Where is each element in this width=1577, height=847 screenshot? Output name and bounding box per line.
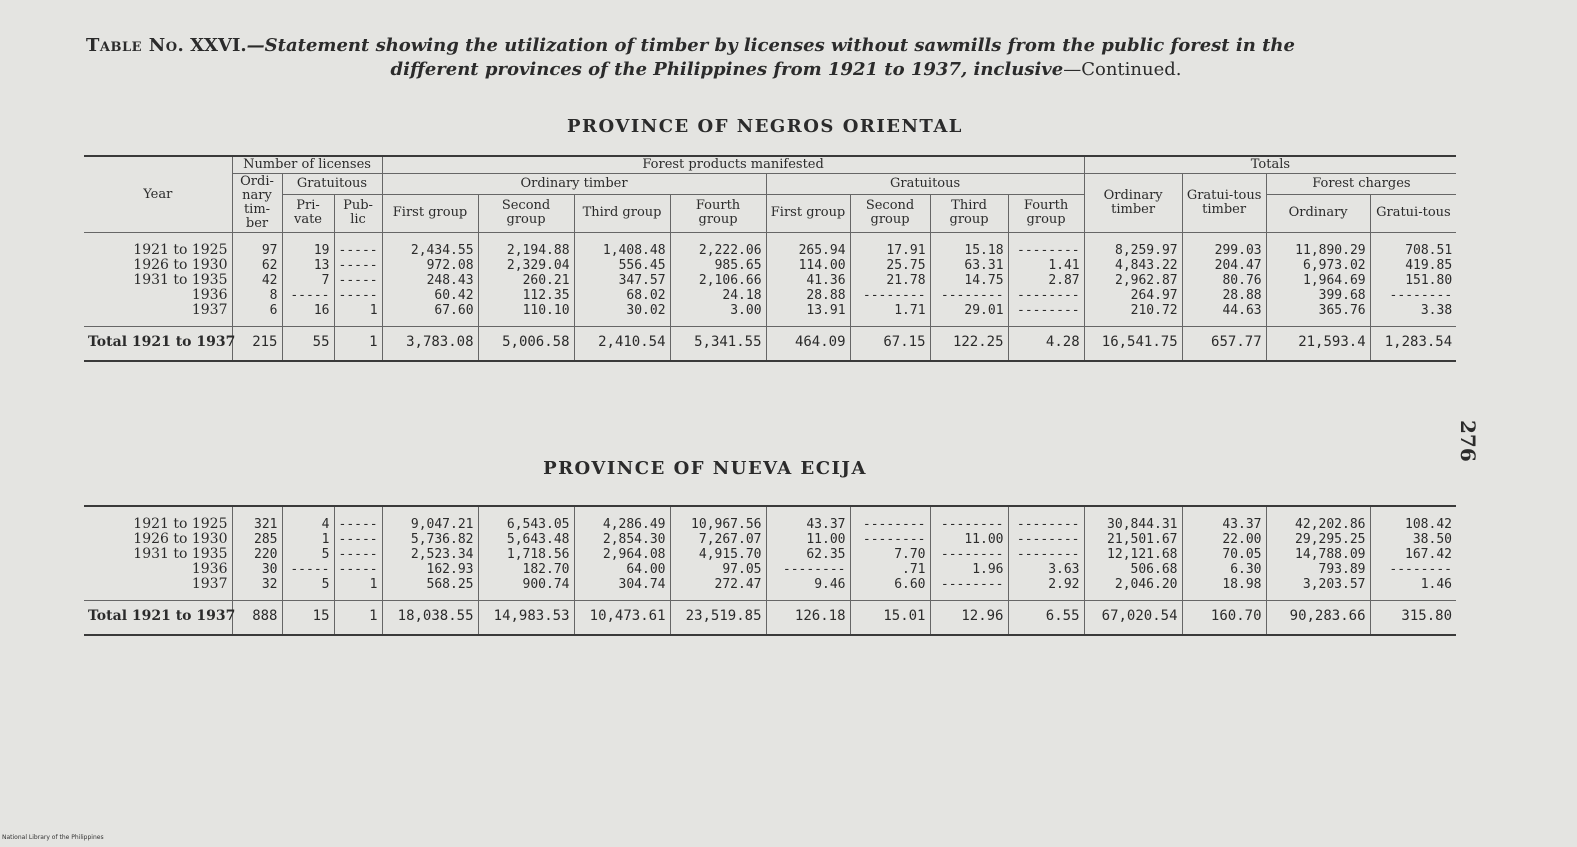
table-cell: -------- bbox=[862, 288, 926, 303]
table-cell: 1936 bbox=[191, 287, 228, 303]
table-cell: 1.96 bbox=[972, 562, 1004, 577]
table-cell: 2.92 bbox=[1048, 577, 1080, 592]
total-cell: 55 bbox=[282, 327, 334, 362]
title-suffix: —Continued. bbox=[1063, 59, 1182, 80]
table-cell: -------- bbox=[1389, 562, 1452, 577]
column-cells bbox=[574, 233, 670, 327]
page-number: 276 bbox=[1456, 420, 1480, 462]
table-cell: -------- bbox=[940, 288, 1004, 303]
table-cell: ----- bbox=[338, 562, 378, 577]
table-cell: 1937 bbox=[191, 302, 228, 318]
table-cell: 28.88 bbox=[1222, 288, 1262, 303]
total-row bbox=[84, 601, 1456, 636]
column-cells bbox=[84, 506, 232, 601]
table-cell: 556.45 bbox=[618, 258, 666, 273]
column-cells bbox=[84, 233, 232, 327]
table-cell: 6,543.05 bbox=[506, 517, 570, 532]
table-cell: 2.87 bbox=[1048, 273, 1080, 288]
total-cell: 14,983.53 bbox=[478, 601, 574, 636]
column-cells bbox=[1084, 233, 1182, 327]
table-cell: 108.42 bbox=[1405, 517, 1452, 532]
total-cell: 15 bbox=[282, 601, 334, 636]
total-cell: 1 bbox=[334, 601, 382, 636]
table-cell: -------- bbox=[940, 547, 1004, 562]
total-cell: 2,410.54 bbox=[574, 327, 670, 362]
header-totals: Totals bbox=[1084, 156, 1456, 174]
footer-credit: National Library of the Philippines bbox=[2, 834, 104, 841]
column-cells bbox=[1266, 233, 1370, 327]
table-cell: 1931 to 1935 bbox=[133, 272, 228, 288]
column-cells bbox=[282, 233, 334, 327]
table-cell: 15.18 bbox=[964, 243, 1004, 258]
header-charges-gratuitous: Gratui-tous bbox=[1370, 194, 1456, 232]
title-number: XXVI. bbox=[190, 35, 247, 56]
table-cell: 17.91 bbox=[886, 243, 926, 258]
table-cell: 30 bbox=[261, 562, 278, 577]
table-cell: 8,259.97 bbox=[1115, 243, 1178, 258]
table-cell: 7,267.07 bbox=[698, 532, 762, 547]
header-ord-second: Second group bbox=[478, 194, 574, 232]
column-cells bbox=[1182, 506, 1266, 601]
nueva-ecija-table bbox=[84, 505, 1456, 636]
table-cell: 97.05 bbox=[722, 562, 762, 577]
table-cell: 1921 to 1925 bbox=[133, 242, 228, 258]
table-cell: 62 bbox=[261, 258, 278, 273]
table-cell: 6 bbox=[269, 303, 278, 318]
table-cell: 4,915.70 bbox=[698, 547, 762, 562]
table-cell: 67.60 bbox=[434, 303, 474, 318]
column-cells bbox=[1084, 506, 1182, 601]
table-cell: 10,967.56 bbox=[691, 517, 762, 532]
table-cell: 4,843.22 bbox=[1115, 258, 1178, 273]
header-ord-first: First group bbox=[382, 194, 478, 232]
table-cell: 2,964.08 bbox=[602, 547, 666, 562]
table-cell: -------- bbox=[1016, 547, 1080, 562]
table-cell: -------- bbox=[1017, 303, 1080, 318]
table-cell: ----- bbox=[338, 288, 378, 303]
header-ord-fourth: Fourth group bbox=[670, 194, 766, 232]
table-cell: 1,408.48 bbox=[602, 243, 666, 258]
column-cells bbox=[1370, 233, 1456, 327]
total-cell: 122.25 bbox=[930, 327, 1008, 362]
total-row bbox=[84, 327, 1456, 362]
total-cell: 464.09 bbox=[766, 327, 850, 362]
table-cell: 16 bbox=[313, 303, 330, 318]
total-cell: 15.01 bbox=[850, 601, 930, 636]
table-cell: 63.31 bbox=[964, 258, 1004, 273]
table-cell: 248.43 bbox=[426, 273, 474, 288]
table-cell: 1,964.69 bbox=[1303, 273, 1366, 288]
table-cell: 21.78 bbox=[886, 273, 926, 288]
table-cell: 506.68 bbox=[1130, 562, 1178, 577]
title-lead: Table No. bbox=[86, 35, 185, 56]
table-cell: 110.10 bbox=[522, 303, 570, 318]
total-cell: 3,783.08 bbox=[382, 327, 478, 362]
table-cell: -------- bbox=[940, 517, 1004, 532]
column-cells bbox=[670, 233, 766, 327]
header-private: Pri-vate bbox=[282, 194, 334, 232]
header-ordinary-timber: Ordinary timber bbox=[382, 174, 766, 195]
table-cell: 347.57 bbox=[618, 273, 666, 288]
table-cell: ----- bbox=[338, 273, 378, 288]
column-cells bbox=[282, 506, 334, 601]
table-cell: 13 bbox=[313, 258, 330, 273]
table-cell: 30,844.31 bbox=[1107, 517, 1178, 532]
table-cell: 29,295.25 bbox=[1295, 532, 1366, 547]
column-cells bbox=[334, 506, 382, 601]
table-cell: 21,501.67 bbox=[1107, 532, 1178, 547]
table-cell: 1937 bbox=[191, 576, 228, 592]
table-cell: 708.51 bbox=[1405, 243, 1453, 258]
table-cell: 365.76 bbox=[1318, 303, 1366, 318]
table-cell: 2,523.34 bbox=[410, 547, 474, 562]
total-cell: 21,593.4 bbox=[1266, 327, 1370, 362]
table-cell: 1926 to 1930 bbox=[133, 531, 228, 547]
province-heading-nueva-ecija: PROVINCE OF NUEVA ECIJA bbox=[543, 458, 867, 479]
table-cell: 43.37 bbox=[1222, 517, 1262, 532]
table-cell: 1926 to 1930 bbox=[133, 257, 228, 273]
table-cell: 5,736.82 bbox=[410, 532, 474, 547]
column-cells bbox=[1008, 506, 1084, 601]
table-cell: 29.01 bbox=[964, 303, 1004, 318]
column-cells bbox=[574, 506, 670, 601]
table-cell: 22.00 bbox=[1222, 532, 1262, 547]
column-cells bbox=[382, 233, 478, 327]
table-cell: 11.00 bbox=[806, 532, 846, 547]
header-forest-charges: Forest charges bbox=[1266, 174, 1456, 195]
table-cell: 204.47 bbox=[1214, 258, 1262, 273]
table-cell: 793.89 bbox=[1318, 562, 1366, 577]
table-cell: 4 bbox=[321, 517, 330, 532]
total-cell: 6.55 bbox=[1008, 601, 1084, 636]
total-cell: 67,020.54 bbox=[1084, 601, 1182, 636]
table-cell: 4,286.49 bbox=[602, 517, 666, 532]
table-cell: 42,202.86 bbox=[1295, 517, 1366, 532]
total-label: Total 1921 to 1937 bbox=[84, 327, 232, 362]
column-cells bbox=[478, 506, 574, 601]
table-cell: 11,890.29 bbox=[1295, 243, 1366, 258]
header-forest-products: Forest products manifested bbox=[382, 156, 1084, 174]
table-cell: 272.47 bbox=[714, 577, 762, 592]
table-cell: 114.00 bbox=[798, 258, 846, 273]
total-cell: 657.77 bbox=[1182, 327, 1266, 362]
table-cell: 1.71 bbox=[894, 303, 926, 318]
table-cell: .71 bbox=[902, 562, 926, 577]
table-cell: 5,643.48 bbox=[506, 532, 570, 547]
table-cell: 64.00 bbox=[626, 562, 666, 577]
table-cell: ----- bbox=[338, 243, 378, 258]
table-cell: 6.60 bbox=[894, 577, 926, 592]
table-cell: 2,046.20 bbox=[1114, 577, 1178, 592]
table-cell: 321 bbox=[254, 517, 278, 532]
table-cell: 419.85 bbox=[1405, 258, 1453, 273]
negros-table bbox=[84, 155, 1456, 362]
column-cells bbox=[766, 233, 850, 327]
table-cell: 13.91 bbox=[806, 303, 846, 318]
table-cell: 210.72 bbox=[1130, 303, 1178, 318]
total-cell: 67.15 bbox=[850, 327, 930, 362]
table-cell: 2,962.87 bbox=[1115, 273, 1178, 288]
table-cell: 220 bbox=[254, 547, 278, 562]
header-totals-gratuitous: Gratui-tous timber bbox=[1182, 174, 1266, 233]
table-cell: 70.05 bbox=[1222, 547, 1262, 562]
table-cell: 1 bbox=[321, 532, 330, 547]
province-heading-negros: PROVINCE OF NEGROS ORIENTAL bbox=[567, 116, 963, 137]
header-lic-ordinary: Ordi-nary tim-ber bbox=[232, 174, 282, 233]
table-cell: 8 bbox=[269, 288, 278, 303]
table-cell: 162.93 bbox=[426, 562, 474, 577]
table-cell: 80.76 bbox=[1222, 273, 1262, 288]
table-cell: 28.88 bbox=[806, 288, 846, 303]
table-cell: 2,222.06 bbox=[698, 243, 762, 258]
column-cells bbox=[766, 506, 850, 601]
table-cell: -------- bbox=[1389, 288, 1453, 303]
column-cells bbox=[232, 233, 282, 327]
table-cell: 42 bbox=[261, 273, 278, 288]
table-cell: 985.65 bbox=[714, 258, 762, 273]
table-cell: 14,788.09 bbox=[1295, 547, 1366, 562]
table-cell: 3.00 bbox=[730, 303, 762, 318]
column-cells bbox=[1008, 233, 1084, 327]
table-cell: 151.80 bbox=[1405, 273, 1453, 288]
column-cells bbox=[850, 233, 930, 327]
header-totals-ordinary: Ordinary timber bbox=[1084, 174, 1182, 233]
table-cell: 2,854.30 bbox=[602, 532, 666, 547]
table-cell: 568.25 bbox=[426, 577, 474, 592]
table-cell: ----- bbox=[338, 532, 378, 547]
table-cell: 32 bbox=[261, 577, 278, 592]
table-cell: 900.74 bbox=[522, 577, 570, 592]
table-cell: 299.03 bbox=[1214, 243, 1262, 258]
table-cell: 62.35 bbox=[806, 547, 846, 562]
table-cell: 19 bbox=[313, 243, 330, 258]
table-cell: 1931 to 1935 bbox=[133, 546, 228, 562]
table-cell: 3.63 bbox=[1048, 562, 1080, 577]
total-cell: 215 bbox=[232, 327, 282, 362]
table-cell: 5 bbox=[321, 547, 330, 562]
header-gratuitous: Gratuitous bbox=[766, 174, 1084, 195]
table-cell: 399.68 bbox=[1318, 288, 1366, 303]
total-cell: 10,473.61 bbox=[574, 601, 670, 636]
column-cells bbox=[1266, 506, 1370, 601]
table-cell: ----- bbox=[290, 562, 330, 577]
table-cell: 1,718.56 bbox=[506, 547, 570, 562]
header-number-of-licenses: Number of licenses bbox=[232, 156, 382, 174]
table-cell: 2,194.88 bbox=[506, 243, 570, 258]
table-cell: 112.35 bbox=[522, 288, 570, 303]
total-cell: 160.70 bbox=[1182, 601, 1266, 636]
column-cells bbox=[1370, 506, 1456, 601]
table-cell: 41.36 bbox=[806, 273, 846, 288]
table-cell: -------- bbox=[1017, 288, 1080, 303]
header-year: Year bbox=[84, 156, 232, 233]
table-cell: 25.75 bbox=[886, 258, 926, 273]
column-cells bbox=[1182, 233, 1266, 327]
table-cell: 1.46 bbox=[1420, 577, 1452, 592]
column-cells bbox=[670, 506, 766, 601]
total-cell: 126.18 bbox=[766, 601, 850, 636]
table-cell: 2,106.66 bbox=[698, 273, 762, 288]
total-label: Total 1921 to 1937 bbox=[84, 601, 232, 636]
header-lic-gratuitous: Gratuitous bbox=[282, 174, 382, 195]
table-cell: 12,121.68 bbox=[1107, 547, 1178, 562]
table-cell: 7 bbox=[321, 273, 330, 288]
total-cell: 315.80 bbox=[1370, 601, 1456, 636]
column-cells bbox=[850, 506, 930, 601]
table-cell: ----- bbox=[338, 547, 378, 562]
table-cell: 14.75 bbox=[964, 273, 1004, 288]
table-cell: 3,203.57 bbox=[1302, 577, 1366, 592]
table-cell: -------- bbox=[1017, 243, 1080, 258]
column-cells bbox=[334, 233, 382, 327]
table-cell: 60.42 bbox=[434, 288, 474, 303]
total-cell: 12.96 bbox=[930, 601, 1008, 636]
table-cell: 68.02 bbox=[626, 288, 666, 303]
table-cell: -------- bbox=[940, 577, 1004, 592]
total-cell: 1,283.54 bbox=[1370, 327, 1456, 362]
header-charges-ordinary: Ordinary bbox=[1266, 194, 1370, 232]
table-cell: 1936 bbox=[191, 561, 228, 577]
table-cell: ----- bbox=[338, 517, 378, 532]
header-grat-fourth: Fourth group bbox=[1008, 194, 1084, 232]
table-cell: 285 bbox=[254, 532, 278, 547]
table-cell: 11.00 bbox=[964, 532, 1004, 547]
table-cell: 18.98 bbox=[1222, 577, 1262, 592]
table-cell: 7.70 bbox=[894, 547, 926, 562]
table-cell: 972.08 bbox=[426, 258, 474, 273]
table-cell: 304.74 bbox=[618, 577, 666, 592]
table-cell: 2,434.55 bbox=[410, 243, 474, 258]
table-cell: 44.63 bbox=[1222, 303, 1262, 318]
table-cell: -------- bbox=[862, 532, 926, 547]
header-grat-second: Second group bbox=[850, 194, 930, 232]
table-cell: 1 bbox=[369, 577, 378, 592]
table-cell: 1.41 bbox=[1048, 258, 1080, 273]
table-cell: 24.18 bbox=[722, 288, 762, 303]
total-cell: 16,541.75 bbox=[1084, 327, 1182, 362]
table-cell: 6.30 bbox=[1230, 562, 1262, 577]
column-cells bbox=[478, 233, 574, 327]
total-cell: 18,038.55 bbox=[382, 601, 478, 636]
table-cell: 97 bbox=[261, 243, 278, 258]
table-cell: -------- bbox=[782, 562, 846, 577]
total-cell: 5,006.58 bbox=[478, 327, 574, 362]
table-cell: 260.21 bbox=[522, 273, 570, 288]
data-rows bbox=[84, 506, 1456, 601]
table-cell: 3.38 bbox=[1420, 303, 1453, 318]
table-cell: 2,329.04 bbox=[506, 258, 570, 273]
table-cell: 265.94 bbox=[798, 243, 846, 258]
table-cell: 38.50 bbox=[1412, 532, 1452, 547]
table-cell: 5 bbox=[321, 577, 330, 592]
table-cell: 9,047.21 bbox=[410, 517, 474, 532]
header-public: Pub-lic bbox=[334, 194, 382, 232]
table-cell: 43.37 bbox=[806, 517, 846, 532]
total-cell: 1 bbox=[334, 327, 382, 362]
column-cells bbox=[382, 506, 478, 601]
table-cell: 182.70 bbox=[522, 562, 570, 577]
table-cell: 1921 to 1925 bbox=[133, 516, 228, 532]
total-cell: 23,519.85 bbox=[670, 601, 766, 636]
table-cell: 9.46 bbox=[814, 577, 846, 592]
column-cells bbox=[930, 233, 1008, 327]
title-desc-2: different provinces of the Philippines from 1921 to 1937, inclusive bbox=[390, 59, 1064, 80]
column-cells bbox=[232, 506, 282, 601]
title-desc-1: —Statement showing the utilization of timber by licenses without sawmills from the public forest in the bbox=[246, 35, 1295, 56]
table-cell: -------- bbox=[1016, 532, 1080, 547]
table-cell: -------- bbox=[1016, 517, 1080, 532]
header-ord-third: Third group bbox=[574, 194, 670, 232]
table-cell: ----- bbox=[338, 258, 378, 273]
table-cell: 1 bbox=[369, 303, 378, 318]
table-cell: 6,973.02 bbox=[1303, 258, 1366, 273]
header-grat-first: First group bbox=[766, 194, 850, 232]
table-cell: 30.02 bbox=[626, 303, 666, 318]
data-rows bbox=[84, 233, 1456, 327]
table-cell: 167.42 bbox=[1405, 547, 1452, 562]
total-cell: 5,341.55 bbox=[670, 327, 766, 362]
total-cell: 90,283.66 bbox=[1266, 601, 1370, 636]
header-grat-third: Third group bbox=[930, 194, 1008, 232]
total-cell: 888 bbox=[232, 601, 282, 636]
table-cell: -------- bbox=[862, 517, 926, 532]
table-title bbox=[86, 34, 1456, 82]
total-cell: 4.28 bbox=[1008, 327, 1084, 362]
column-cells bbox=[930, 506, 1008, 601]
table-cell: ----- bbox=[290, 288, 330, 303]
table-cell: 264.97 bbox=[1130, 288, 1178, 303]
